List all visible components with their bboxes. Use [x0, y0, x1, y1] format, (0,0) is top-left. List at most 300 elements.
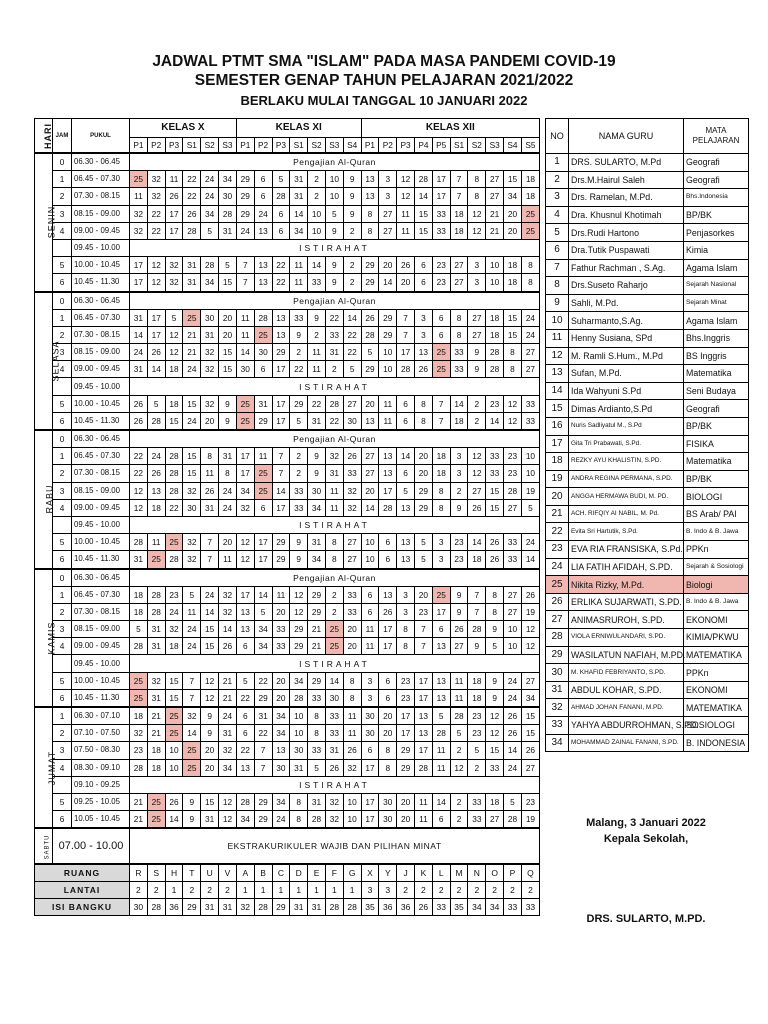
teacher-no: 13	[546, 365, 569, 383]
teacher-code-cell: 11	[361, 638, 379, 655]
lantai-row-cell: 1	[343, 882, 361, 899]
teacher-code-cell: 25	[165, 707, 183, 725]
teacher-code-cell: 30	[254, 344, 272, 361]
hari-header	[35, 119, 53, 154]
teacher-code-cell: 20	[504, 205, 522, 222]
teacher-code-cell: 25	[325, 621, 343, 638]
jam-cell: 0	[53, 569, 72, 587]
teacher-code-cell: 28	[165, 465, 183, 482]
teacher-subject: BS Arab/ PAI	[684, 505, 749, 523]
jam-cell: 2	[53, 188, 72, 205]
teacher-row	[546, 488, 749, 506]
teacher-code-cell: 24	[236, 222, 254, 239]
teacher-code-cell: 8	[397, 638, 415, 655]
teacher-name: ERLIKA SUJARWATI, S.PD.	[569, 593, 684, 611]
teacher-code-cell: 12	[521, 621, 539, 638]
teacher-code-cell: 10	[290, 707, 308, 725]
teacher-code-cell: 24	[521, 309, 539, 326]
teacher-code-cell: 29	[290, 621, 308, 638]
teacher-no: 21	[546, 505, 569, 523]
teacher-row	[546, 717, 749, 735]
pukul-cell: 07.50 - 08.30	[72, 742, 130, 759]
teacher-row	[546, 611, 749, 629]
teacher-no: 2	[546, 171, 569, 189]
teacher-code-cell: 22	[290, 361, 308, 378]
teacher-code-cell: 9	[325, 274, 343, 292]
teacher-code-cell: 27	[504, 586, 522, 603]
teacher-code-cell: 18	[468, 551, 486, 569]
jam-cell: 6	[53, 412, 72, 430]
bangku-row-cell: 34	[486, 899, 504, 916]
teacher-code-cell: 26	[147, 465, 165, 482]
subclass-header: S2	[468, 138, 486, 154]
teacher-code-cell: 32	[183, 707, 201, 725]
teacher-code-cell: 14	[379, 274, 397, 292]
teacher-code-cell: 28	[130, 759, 148, 776]
pukul-cell: 10.00 - 10.45	[72, 395, 130, 412]
teacher-code-cell: 11	[432, 742, 450, 759]
jam-cell	[53, 516, 72, 533]
teacher-row	[546, 347, 749, 365]
teacher-code-cell: 13	[415, 344, 433, 361]
bangku-row-cell: 29	[272, 899, 290, 916]
teacher-code-cell: 7	[397, 309, 415, 326]
teacher-name: Henny Susiana, SPd	[569, 329, 684, 347]
teacher-code-cell: 30	[379, 793, 397, 810]
teacher-code-cell: 25	[432, 361, 450, 378]
teacher-code-cell: 13	[272, 742, 290, 759]
teacher-code-cell: 26	[521, 742, 539, 759]
teacher-code-cell: 25	[165, 725, 183, 742]
teacher-code-cell: 33	[504, 551, 522, 569]
bangku-row-cell: 36	[165, 899, 183, 916]
schedule-table	[34, 118, 540, 916]
teacher-code-cell: 32	[343, 499, 361, 516]
teacher-row	[546, 241, 749, 259]
teacher-code-cell: 24	[521, 326, 539, 343]
teacher-code-cell: 17	[415, 689, 433, 707]
teacher-name: Sahli, M.Pd.	[569, 294, 684, 312]
jam-cell: 3	[53, 482, 72, 499]
bangku-row-cell: 32	[236, 899, 254, 916]
teacher-code-cell: 27	[521, 361, 539, 378]
teacher-code-cell: 20	[361, 395, 379, 412]
teacher-code-cell: 32	[147, 672, 165, 689]
teacher-code-cell: 29	[379, 326, 397, 343]
teacher-code-cell: 3	[450, 465, 468, 482]
teacher-row	[546, 681, 749, 699]
teacher-subject: BP/BK	[684, 417, 749, 435]
teacher-row	[546, 734, 749, 752]
jam-cell: 5	[53, 534, 72, 551]
teacher-code-cell: 6	[272, 222, 290, 239]
teacher-code-cell: 17	[415, 742, 433, 759]
teacher-code-cell: 31	[147, 621, 165, 638]
jam-cell: 1	[53, 309, 72, 326]
subclass-header: P3	[397, 138, 415, 154]
teacher-code-cell: 31	[219, 448, 237, 465]
quran-row: Pengajian Al-Quran	[130, 292, 540, 310]
teacher-code-cell: 21	[308, 638, 326, 655]
teacher-code-cell: 28	[219, 205, 237, 222]
sabtu-activity: EKSTRAKURIKULER WAJIB DAN PILIHAN MINAT	[130, 828, 540, 864]
teacher-code-cell: 10	[290, 725, 308, 742]
teacher-code-cell: 20	[415, 586, 433, 603]
teacher-code-cell: 22	[272, 274, 290, 292]
subclass-header: S1	[290, 138, 308, 154]
teacher-code-cell: 5	[183, 586, 201, 603]
teacher-code-cell: 13	[361, 171, 379, 188]
teacher-code-cell: 6	[397, 412, 415, 430]
ruang-row-cell: O	[486, 864, 504, 882]
bangku-row-cell: 28	[254, 899, 272, 916]
teacher-code-cell: 25	[147, 551, 165, 569]
teacher-code-cell: 18	[165, 395, 183, 412]
ruang-row-cell: H	[165, 864, 183, 882]
teacher-code-cell: 11	[130, 188, 148, 205]
pukul-cell: 08.15 - 09.00	[72, 621, 130, 638]
teacher-code-cell: 31	[130, 551, 148, 569]
teacher-code-cell: 12	[468, 465, 486, 482]
teacher-code-cell: 25	[236, 395, 254, 412]
teacher-code-cell: 12	[147, 257, 165, 274]
teacher-code-cell: 20	[397, 793, 415, 810]
pukul-cell: 06.30 - 06.45	[72, 569, 130, 587]
pukul-cell: 10.00 - 10.45	[72, 257, 130, 274]
teacher-code-cell: 33	[290, 309, 308, 326]
teacher-code-cell: 8	[343, 689, 361, 707]
teacher-subject: Bhs.Inggris	[684, 329, 749, 347]
pukul-cell: 06.30 - 06.45	[72, 292, 130, 310]
bangku-row-cell: 33	[432, 899, 450, 916]
teacher-code-cell: 17	[397, 344, 415, 361]
pukul-cell: 10.45 - 11.30	[72, 551, 130, 569]
teacher-code-cell: 9	[290, 326, 308, 343]
teacher-code-cell: 2	[343, 222, 361, 239]
teacher-code-cell: 2	[468, 412, 486, 430]
pukul-cell: 10.00 - 10.45	[72, 672, 130, 689]
teacher-code-cell: 30	[236, 361, 254, 378]
teacher-row	[546, 541, 749, 559]
teacher-code-cell: 2	[325, 603, 343, 620]
teacher-code-cell: 5	[468, 742, 486, 759]
teacher-code-cell: 31	[254, 707, 272, 725]
ruang-row-cell: A	[236, 864, 254, 882]
teacher-code-cell: 18	[130, 586, 148, 603]
teacher-code-cell: 33	[325, 326, 343, 343]
teacher-code-cell: 23	[397, 672, 415, 689]
teacher-code-cell: 13	[379, 465, 397, 482]
teacher-code-cell: 32	[147, 188, 165, 205]
teacher-row	[546, 365, 749, 383]
teacher-code-cell: 33	[432, 222, 450, 239]
teacher-name: REZKY AYU KHALISTIN, S.PD.	[569, 453, 684, 471]
teacher-code-cell: 33	[486, 759, 504, 776]
teacher-code-cell: 8	[415, 412, 433, 430]
teacher-code-cell: 11	[272, 586, 290, 603]
teacher-code-cell: 32	[130, 222, 148, 239]
teacher-code-cell: 15	[521, 725, 539, 742]
teacher-code-cell: 12	[468, 205, 486, 222]
day-label-text: RABU	[44, 484, 55, 514]
teacher-code-cell: 32	[343, 759, 361, 776]
subclass-header: S3	[486, 138, 504, 154]
teacher-code-cell: 27	[521, 759, 539, 776]
teacher-code-cell: 34	[201, 205, 219, 222]
teacher-code-cell: 13	[415, 725, 433, 742]
bangku-row-cell: 31	[290, 899, 308, 916]
teacher-code-cell: 10	[521, 448, 539, 465]
teacher-name: Fathur Rachman , S.Ag.	[569, 259, 684, 277]
jam-cell: 1	[53, 171, 72, 188]
teacher-code-cell: 29	[254, 811, 272, 829]
teacher-code-cell: 28	[397, 361, 415, 378]
teacher-code-cell: 31	[147, 638, 165, 655]
jam-cell: 6	[53, 811, 72, 829]
teacher-no: 18	[546, 453, 569, 471]
pukul-cell: 07.30 - 08.15	[72, 465, 130, 482]
ruang-row-cell: K	[415, 864, 433, 882]
teacher-code-cell: 18	[468, 672, 486, 689]
teacher-code-cell: 5	[219, 257, 237, 274]
teacher-code-cell: 14	[130, 326, 148, 343]
teacher-code-cell: 12	[468, 448, 486, 465]
teacher-row	[546, 154, 749, 172]
ruang-row-cell: E	[308, 864, 326, 882]
bangku-row-cell: 33	[521, 899, 539, 916]
sabtu-time: 07.00 - 10.00	[53, 828, 130, 864]
teacher-code-cell: 11	[290, 274, 308, 292]
teacher-row	[546, 294, 749, 312]
signature-role: Kepala Sekolah,	[603, 833, 689, 845]
teacher-code-cell: 6	[254, 361, 272, 378]
teacher-code-cell: 10	[308, 222, 326, 239]
day-label	[35, 707, 58, 828]
teacher-code-cell: 25	[130, 171, 148, 188]
teacher-code-cell: 8	[201, 448, 219, 465]
teacher-code-cell: 13	[254, 274, 272, 292]
quran-row: Pengajian Al-Quran	[130, 569, 540, 587]
teacher-row	[546, 470, 749, 488]
teacher-code-cell: 18	[165, 361, 183, 378]
bangku-row-cell: 28	[325, 899, 343, 916]
doc-title: JADWAL PTMT SMA "ISLAM" PADA MASA PANDEMI COVID-19	[152, 53, 616, 70]
teacher-code-cell: 12	[521, 638, 539, 655]
subclass-header: P3	[165, 138, 183, 154]
teacher-code-cell: 17	[254, 534, 272, 551]
teacher-code-cell: 20	[343, 638, 361, 655]
lantai-row-cell: 1	[165, 882, 183, 899]
teacher-code-cell: 11	[183, 603, 201, 620]
bangku-row-cell: 30	[130, 899, 148, 916]
teacher-code-cell: 6	[397, 465, 415, 482]
teacher-code-cell: 32	[325, 811, 343, 829]
teacher-code-cell: 25	[236, 412, 254, 430]
pukul-cell: 06.45 - 07.30	[72, 448, 130, 465]
teacher-name: Suharmanto,S.Ag.	[569, 312, 684, 330]
teacher-code-cell: 13	[379, 586, 397, 603]
teacher-code-cell: 13	[236, 759, 254, 776]
teacher-code-cell: 32	[147, 171, 165, 188]
teacher-subject: MATEMATIKA	[684, 699, 749, 717]
teacher-code-cell: 32	[183, 482, 201, 499]
pukul-cell: 09.00 - 09.45	[72, 499, 130, 516]
teacher-code-cell: 33	[468, 811, 486, 829]
teacher-code-cell: 23	[450, 534, 468, 551]
teacher-code-cell: 31	[201, 811, 219, 829]
teacher-code-cell: 24	[219, 482, 237, 499]
pukul-cell: 08.15 - 09.00	[72, 482, 130, 499]
teacher-code-cell: 25	[521, 222, 539, 239]
teacher-code-cell: 9	[290, 551, 308, 569]
teacher-code-cell: 17	[379, 482, 397, 499]
teacher-code-cell: 10	[308, 205, 326, 222]
teacher-code-cell: 25	[325, 638, 343, 655]
bangku-row-cell: 28	[147, 899, 165, 916]
teacher-code-cell: 8	[468, 171, 486, 188]
teacher-code-cell: 21	[183, 344, 201, 361]
pukul-cell: 10.45 - 11.30	[72, 274, 130, 292]
teacher-code-cell: 29	[361, 257, 379, 274]
pukul-cell: 08.15 - 09.00	[72, 205, 130, 222]
teacher-code-cell: 6	[254, 499, 272, 516]
teacher-name: ANIMASRUROH, S.PD.	[569, 611, 684, 629]
teacher-code-cell: 2	[308, 188, 326, 205]
teacher-code-cell: 28	[165, 448, 183, 465]
teacher-code-cell: 15	[165, 672, 183, 689]
teacher-code-cell: 21	[486, 205, 504, 222]
teacher-code-cell: 28	[272, 188, 290, 205]
teacher-code-cell: 6	[361, 603, 379, 620]
pukul-cell: 10.00 - 10.45	[72, 534, 130, 551]
teacher-code-cell: 27	[379, 205, 397, 222]
teacher-code-cell: 5	[325, 205, 343, 222]
teacher-code-cell: 9	[468, 638, 486, 655]
teacher-code-cell: 24	[183, 412, 201, 430]
teacher-name: MOHAMMAD ZAINAL FANANI, S.PD.	[569, 734, 684, 752]
teacher-code-cell: 27	[486, 188, 504, 205]
teacher-code-cell: 14	[147, 361, 165, 378]
teacher-name: M. Ramli S.Hum., M.Pd	[569, 347, 684, 365]
teacher-code-cell: 31	[308, 412, 326, 430]
teacher-code-cell: 20	[272, 689, 290, 707]
teacher-code-cell: 29	[272, 551, 290, 569]
teacher-code-cell: 13	[361, 188, 379, 205]
teacher-code-cell: 6	[379, 534, 397, 551]
teacher-code-cell: 6	[379, 689, 397, 707]
teacher-row	[546, 558, 749, 576]
teacher-name: YAHYA ABDURROHMAN, S.PD.	[569, 717, 684, 735]
teacher-name: M. KHAFID FEBRIYANTO, S.PD.	[569, 664, 684, 682]
teacher-code-cell: 12	[290, 586, 308, 603]
teacher-code-cell: 22	[343, 344, 361, 361]
bangku-row-cell: 34	[468, 899, 486, 916]
teacher-code-cell: 26	[183, 205, 201, 222]
subclass-header: P2	[379, 138, 397, 154]
teacher-no: 27	[546, 611, 569, 629]
teacher-code-cell: 3	[397, 603, 415, 620]
ruang-row-cell: N	[468, 864, 486, 882]
teacher-code-cell: 21	[308, 621, 326, 638]
break-row: ISTIRAHAT	[130, 776, 540, 793]
teacher-code-cell: 30	[290, 742, 308, 759]
jam-cell: 4	[53, 499, 72, 516]
pukul-cell: 09.45 - 10.00	[72, 378, 130, 395]
teacher-code-cell: 7	[236, 274, 254, 292]
teacher-code-cell: 10	[504, 621, 522, 638]
teacher-code-cell: 33	[450, 361, 468, 378]
break-row: ISTIRAHAT	[130, 655, 540, 672]
teacher-code-cell: 24	[504, 759, 522, 776]
teacher-code-cell: 7	[254, 759, 272, 776]
teacher-code-cell: 32	[183, 534, 201, 551]
teacher-name: DRS. SULARTO, M.Pd	[569, 154, 684, 172]
teacher-code-cell: 25	[254, 465, 272, 482]
teacher-code-cell: 27	[504, 499, 522, 516]
teacher-code-cell: 2	[308, 326, 326, 343]
teacher-code-cell: 8	[504, 344, 522, 361]
teacher-code-cell: 5	[165, 309, 183, 326]
teacher-code-cell: 29	[361, 361, 379, 378]
teacher-code-cell: 18	[450, 222, 468, 239]
teacher-code-cell: 5	[290, 412, 308, 430]
teacher-code-cell: 18	[450, 205, 468, 222]
teacher-code-cell: 6	[415, 274, 433, 292]
jam-cell: 2	[53, 725, 72, 742]
teacher-code-cell: 12	[236, 534, 254, 551]
teacher-subject: PPKn	[684, 541, 749, 559]
teacher-code-cell: 29	[308, 672, 326, 689]
teacher-code-cell: 21	[486, 222, 504, 239]
teacher-code-cell: 23	[432, 257, 450, 274]
teacher-code-cell: 21	[147, 707, 165, 725]
teacher-code-cell: 18	[504, 274, 522, 292]
bangku-row-cell: 35	[361, 899, 379, 916]
teacher-code-cell: 30	[272, 759, 290, 776]
lantai-row-cell: 3	[361, 882, 379, 899]
teacher-code-cell: 6	[432, 326, 450, 343]
teacher-code-cell: 32	[325, 793, 343, 810]
teacher-no: 26	[546, 593, 569, 611]
teacher-code-cell: 24	[147, 448, 165, 465]
teacher-code-cell: 10	[165, 742, 183, 759]
subclass-header: S4	[504, 138, 522, 154]
teacher-code-cell: 11	[308, 344, 326, 361]
teacher-code-cell: 13	[236, 603, 254, 620]
teacher-code-cell: 6	[361, 586, 379, 603]
lantai-row-cell: 2	[130, 882, 148, 899]
teacher-code-cell: 28	[165, 482, 183, 499]
teacher-code-cell: 9	[343, 171, 361, 188]
bangku-row-cell: 35	[450, 899, 468, 916]
teacher-subject: Sejarah Minat	[684, 294, 749, 312]
teacher-no: 19	[546, 470, 569, 488]
teacher-code-cell: 11	[397, 205, 415, 222]
teacher-code-cell: 29	[379, 309, 397, 326]
teacher-code-cell: 20	[201, 742, 219, 759]
teacher-code-cell: 14	[325, 672, 343, 689]
teacher-code-cell: 29	[254, 793, 272, 810]
jam-cell: 6	[53, 689, 72, 707]
teacher-code-cell: 27	[468, 482, 486, 499]
subclass-header: S3	[219, 138, 237, 154]
teacher-code-cell: 27	[450, 274, 468, 292]
teacher-code-cell: 14	[183, 725, 201, 742]
teacher-code-cell: 11	[236, 326, 254, 343]
teacher-code-cell: 22	[165, 499, 183, 516]
teacher-code-cell: 2	[450, 742, 468, 759]
teacher-name: ACH. RIFQIY AI NABIL, M. Pd.	[569, 505, 684, 523]
